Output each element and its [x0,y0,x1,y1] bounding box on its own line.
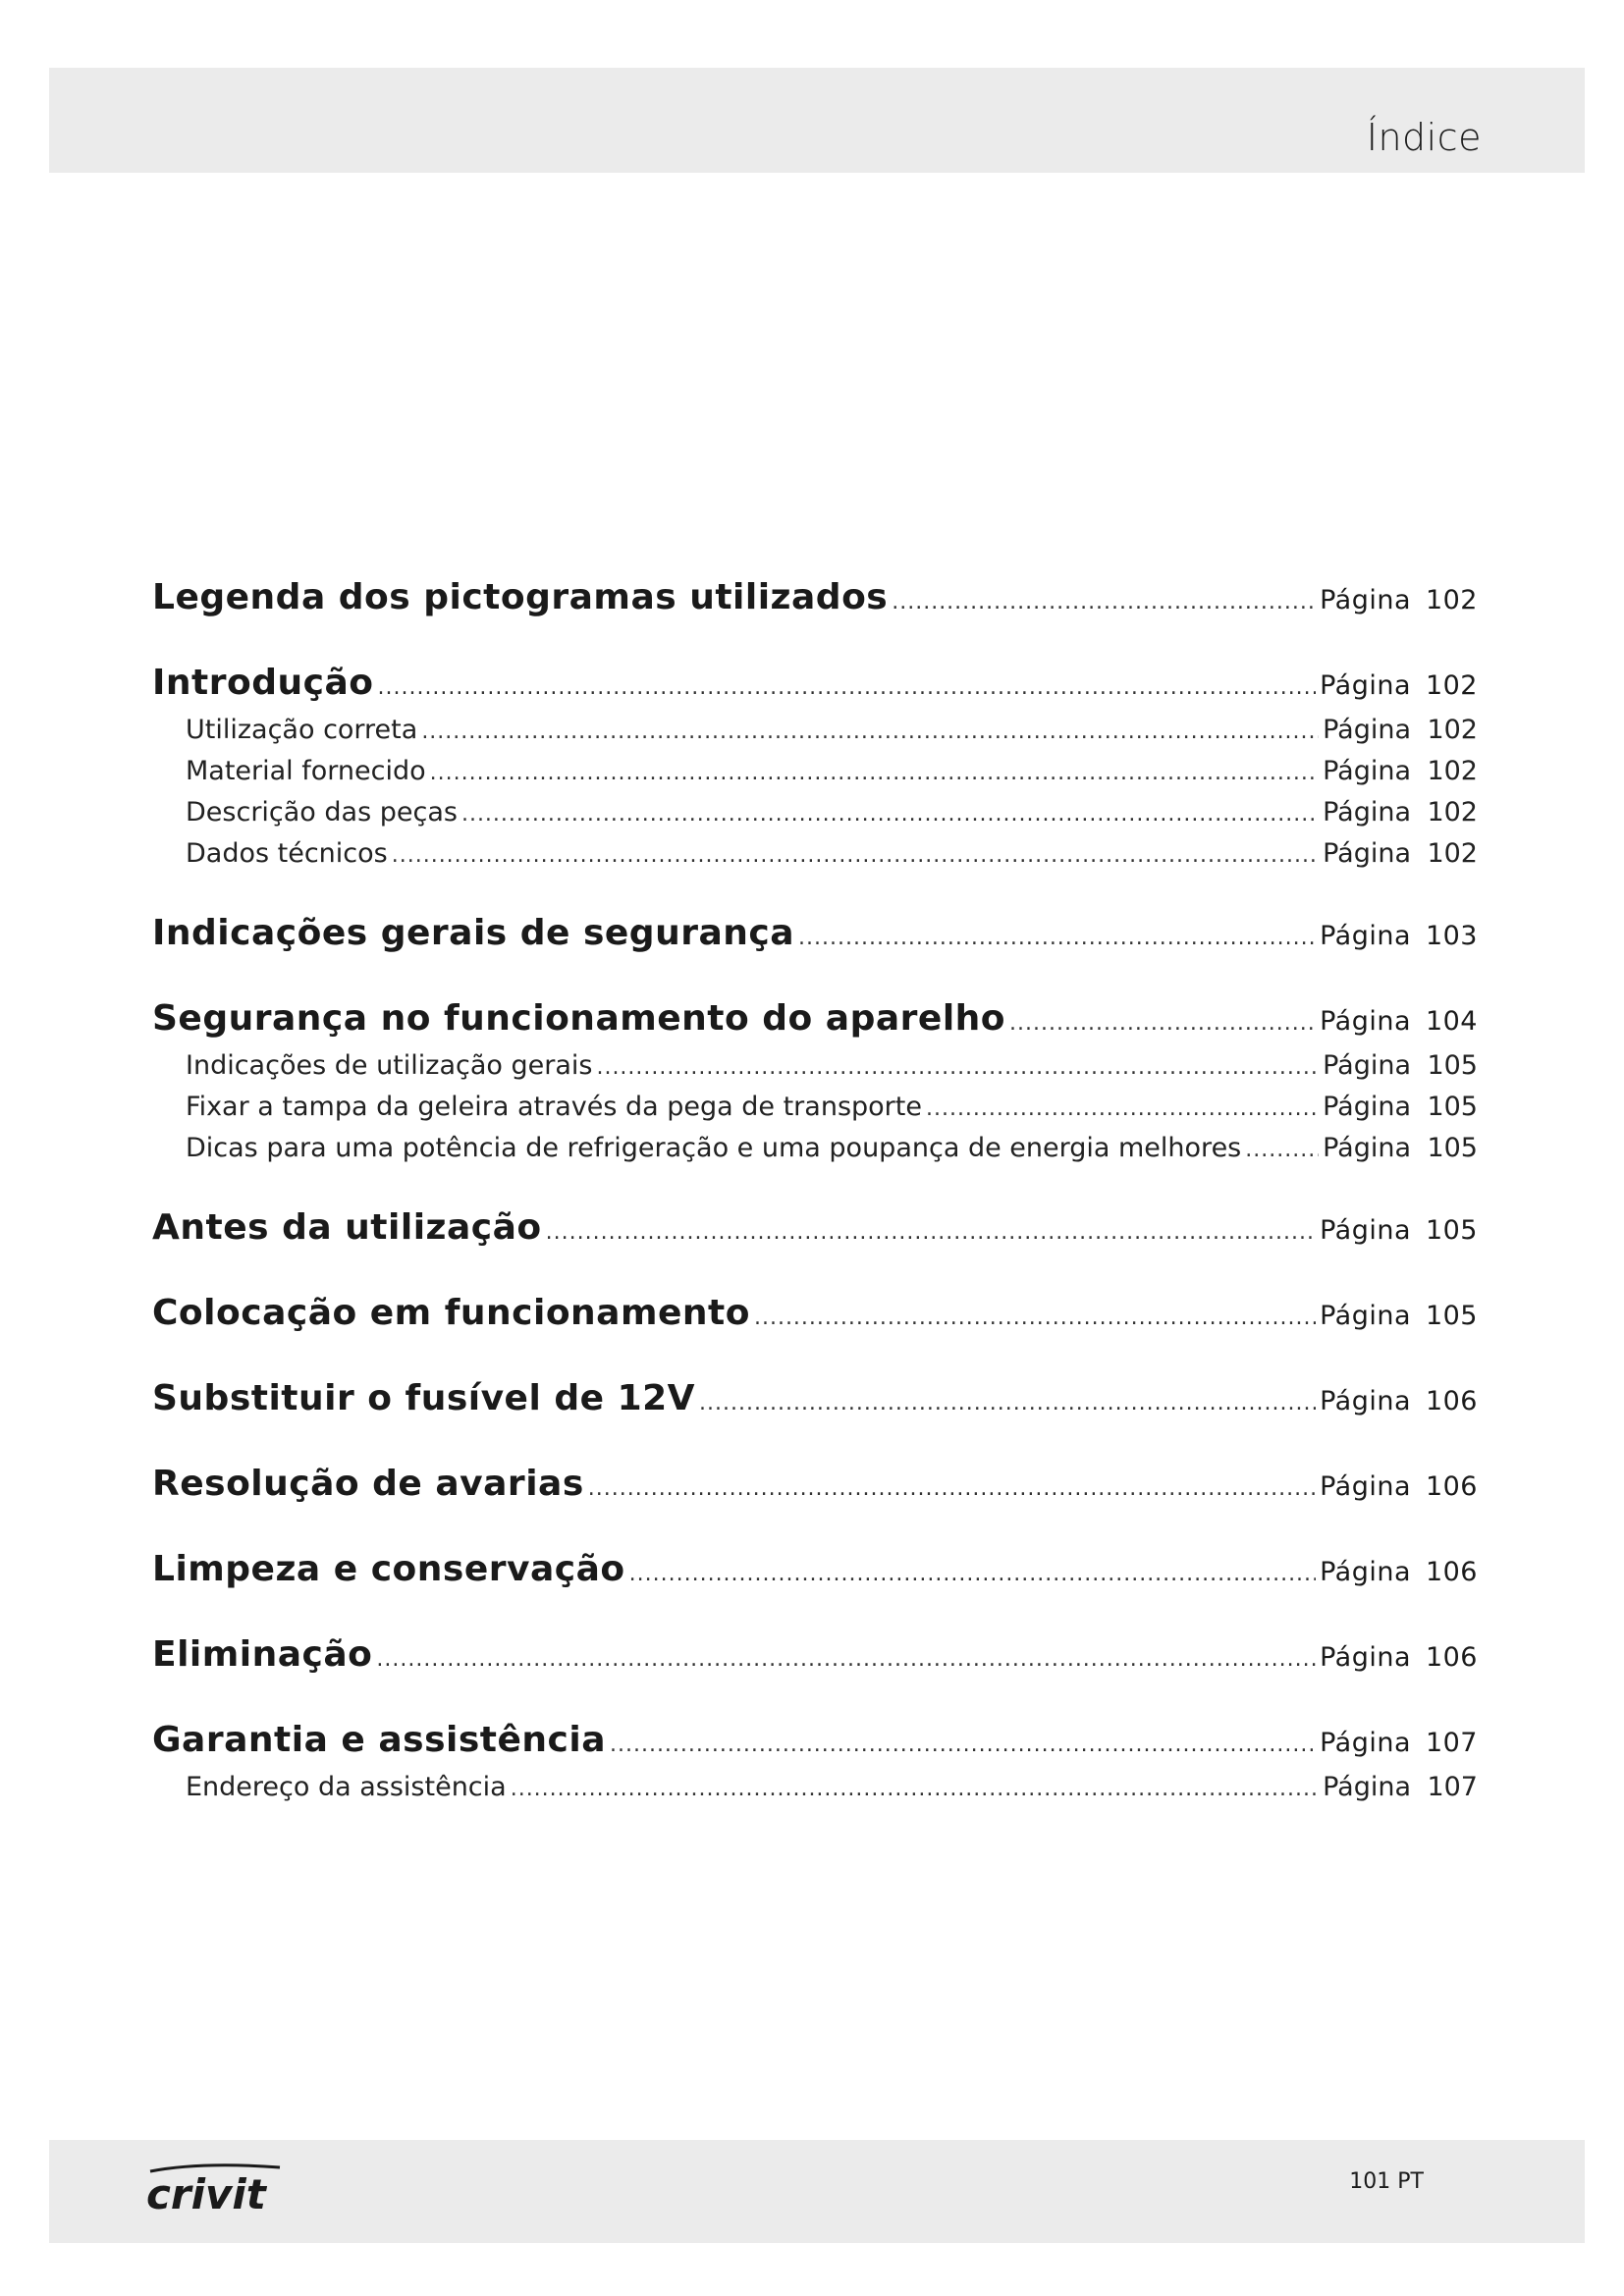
dot-leader [376,1637,1316,1682]
toc-page-number: 102 [1425,670,1478,701]
crivit-logo [142,2160,290,2218]
toc-entry-main[interactable] [152,1547,1478,1597]
svg-text:crivit: crivit [146,2170,266,2218]
toc-entry-sub[interactable] [152,1088,1478,1129]
dot-leader [377,666,1316,711]
toc-label: Colocação em funcionamento [152,1293,750,1333]
dot-leader [754,1296,1316,1341]
toc-entry-main[interactable] [152,911,1478,961]
dot-leader [629,1552,1316,1597]
toc-entry-main[interactable] [152,661,1478,711]
toc-entry-sub[interactable] [152,1768,1478,1809]
toc-page-word: Página [1320,1557,1411,1587]
toc-label: Material fornecido [186,756,426,786]
toc-page-word: Página [1320,1006,1411,1037]
toc-page-word: Página [1320,585,1411,615]
toc-page-word: Página [1323,715,1411,745]
toc-page-number: 106 [1425,1471,1478,1502]
toc-page-number: 104 [1425,1006,1478,1037]
toc-label: Dados técnicos [186,838,388,869]
toc-label: Garantia e assistência [152,1720,606,1760]
toc-page-word: Página [1320,1386,1411,1416]
toc-label: Fixar a tampa da geleira através da pega de transporte [186,1092,922,1122]
toc-label: Utilização correta [186,715,418,745]
toc-label: Eliminação [152,1634,373,1675]
toc-entry-main[interactable] [152,1718,1478,1768]
toc-page-word: Página [1320,1215,1411,1246]
page-title: Índice [1366,116,1482,159]
toc-entry-main[interactable] [152,1462,1478,1512]
dot-leader [610,1723,1316,1768]
toc-page-word: Página [1323,1772,1411,1802]
toc-page-number: 107 [1427,1772,1478,1802]
toc-page-number: 106 [1425,1642,1478,1673]
dot-leader [926,1090,1319,1129]
dot-leader [421,713,1319,752]
toc-page-word: Página [1323,1133,1411,1163]
toc-page-word: Página [1323,1092,1411,1122]
toc-page-word: Página [1323,838,1411,869]
toc-label: Descrição das peças [186,797,458,828]
toc-page-number: 102 [1427,715,1478,745]
toc-label: Segurança no funcionamento do aparelho [152,998,1006,1039]
toc-entry-sub[interactable] [152,793,1478,834]
toc-label: Legenda dos pictogramas utilizados [152,577,889,617]
toc-page-word: Página [1320,1301,1411,1331]
toc-page-number: 103 [1425,921,1478,951]
toc-page-word: Página [1323,1050,1411,1081]
toc-page-number: 102 [1427,756,1478,786]
toc-entry-main[interactable] [152,1205,1478,1255]
dot-leader [699,1381,1316,1426]
dot-leader [892,580,1316,625]
toc-entry-sub[interactable] [152,834,1478,876]
toc-page-word: Página [1320,1728,1411,1758]
toc-page-word: Página [1323,756,1411,786]
dot-leader [596,1048,1319,1088]
toc-page-number: 106 [1425,1386,1478,1416]
toc-page-number: 105 [1427,1092,1478,1122]
toc-entry-sub[interactable] [152,1129,1478,1170]
dot-leader [392,836,1319,876]
toc-label: Introdução [152,663,374,703]
toc-label: Dicas para uma potência de refrigeração e uma poupança de energia melhores [186,1133,1242,1163]
toc-page-number: 105 [1425,1301,1478,1331]
dot-leader [588,1467,1316,1512]
dot-leader [1245,1131,1319,1170]
toc-entry-main[interactable] [152,575,1478,625]
toc-page-word: Página [1320,1642,1411,1673]
toc-page-number: 102 [1427,838,1478,869]
header-band [49,68,1585,173]
toc-page-number: 105 [1425,1215,1478,1246]
toc-label: Endereço da assistência [186,1772,507,1802]
table-of-contents [152,575,1478,1809]
toc-entry-main[interactable] [152,1632,1478,1682]
dot-leader [546,1210,1316,1255]
toc-label: Limpeza e conservação [152,1549,625,1589]
dot-leader [1009,1001,1316,1046]
toc-entry-main[interactable] [152,1291,1478,1341]
toc-page-number: 102 [1425,585,1478,615]
toc-entry-main[interactable] [152,996,1478,1046]
dot-leader [461,795,1319,834]
toc-page-word: Página [1320,1471,1411,1502]
dot-leader [430,754,1319,793]
dot-leader [511,1770,1319,1809]
toc-page-word: Página [1320,670,1411,701]
toc-label: Resolução de avarias [152,1464,584,1504]
toc-page-number: 107 [1425,1728,1478,1758]
toc-label: Substituir o fusível de 12V [152,1378,696,1418]
toc-page-number: 102 [1427,797,1478,828]
dot-leader [798,916,1316,961]
toc-page-number: 105 [1427,1133,1478,1163]
toc-page-number: 105 [1427,1050,1478,1081]
page-number-footer: 101 PT [1349,2169,1424,2194]
toc-label: Antes da utilização [152,1207,542,1248]
toc-entry-sub[interactable] [152,752,1478,793]
toc-page-number: 106 [1425,1557,1478,1587]
toc-page-word: Página [1320,921,1411,951]
toc-label: Indicações de utilização gerais [186,1050,593,1081]
toc-entry-main[interactable] [152,1376,1478,1426]
toc-entry-sub[interactable] [152,1046,1478,1088]
toc-page-word: Página [1323,797,1411,828]
toc-entry-sub[interactable] [152,711,1478,752]
toc-label: Indicações gerais de segurança [152,913,795,953]
